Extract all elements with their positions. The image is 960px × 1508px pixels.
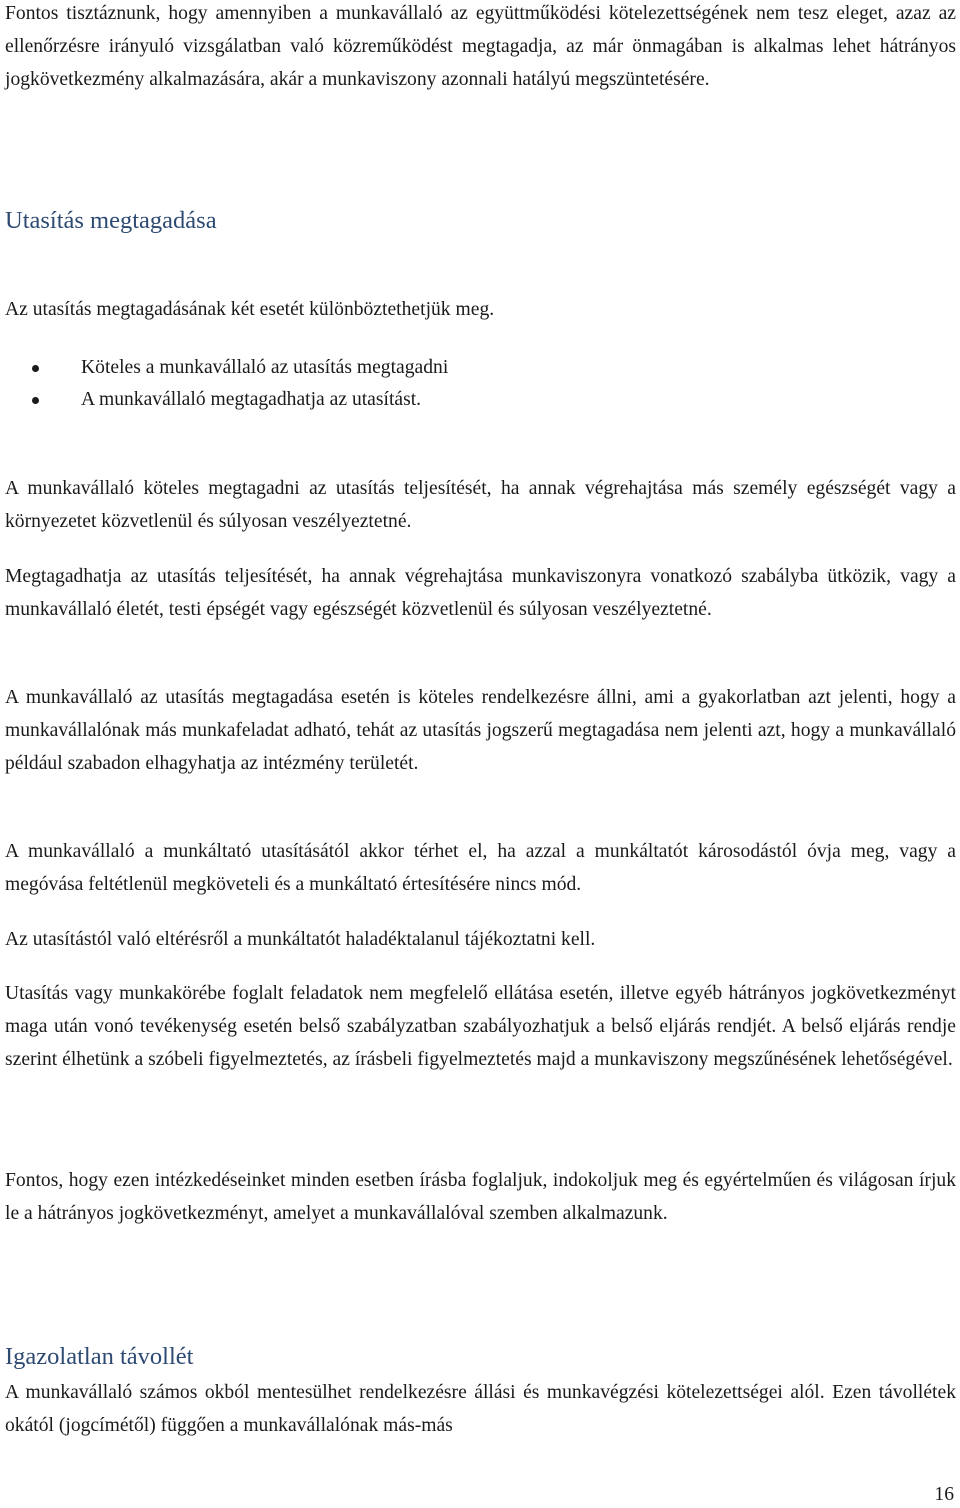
notification-paragraph: Az utasítástól való eltérésről a munkáltatót haladéktalanul tájékoztatni kell. bbox=[5, 929, 596, 950]
internal-procedure-paragraph: Utasítás vagy munkakörébe foglalt feladatok nem megfelelő ellátása esetén, illetve egyéb hátrányos jogkövetkezményt maga után vonó tevékenység esetén belső szabályzatban szabályozhatjuk a belső eljárás rendjét. A belső eljárás rendje szerint élhetünk a szóbeli figyelmeztetés, az írásbeli figyelmeztetés majd a munkaviszony megszűnésének lehetőségével. bbox=[5, 983, 956, 1071]
mandatory-refusal-paragraph: A munkavállaló köteles megtagadni az utasítás teljesítését, ha annak végrehajtása más személy egészségét vagy a környezetet közvetlenül és súlyosan veszélyeztetné. bbox=[5, 478, 956, 533]
list-item-text: Köteles a munkavállaló az utasítás megtagadni bbox=[81, 357, 449, 378]
list-item bbox=[5, 352, 448, 384]
bullet-icon bbox=[32, 397, 39, 404]
refusal-cases-list bbox=[5, 352, 448, 416]
availability-paragraph: A munkavállaló az utasítás megtagadása esetén is köteles rendelkezésre állni, ami a gyakorlatban azt jelenti, hogy a munkavállalónak más munkafeladat adható, tehát az utasítás jogszerű megtagadása nem jelenti azt, hogy a munkavállaló például szabadon elhagyhatja az intézmény területét. bbox=[5, 687, 956, 775]
list-item bbox=[5, 384, 448, 416]
bullet-icon bbox=[32, 365, 39, 372]
section-heading-instruction-refusal: Utasítás megtagadása bbox=[5, 207, 217, 234]
absence-paragraph: A munkavállaló számos okból mentesülhet rendelkezésre állási és munkavégzési kötelezettségei alól. Ezen távollétek okától (jogcímétől) függően a munkavállalónak más-más bbox=[5, 1382, 956, 1437]
deviation-paragraph: A munkavállaló a munkáltató utasításától akkor térhet el, ha azzal a munkáltatót károsodástól óvja meg, vagy a megóvása feltétlenül megköveteli és a munkáltató értesítésére nincs mód. bbox=[5, 841, 956, 896]
refusal-intro-paragraph: Az utasítás megtagadásának két esetét különböztethetjük meg. bbox=[5, 299, 495, 320]
page-number: 16 bbox=[934, 1484, 954, 1505]
optional-refusal-paragraph: Megtagadhatja az utasítás teljesítését, ha annak végrehajtása munkaviszonyra vonatkozó szabályba ütközik, vagy a munkavállaló életét, testi épségét vagy egészségét közvetlenül és súlyosan veszélyeztetné. bbox=[5, 566, 956, 621]
written-measures-paragraph: Fontos, hogy ezen intézkedéseinket minden esetben írásba foglaljuk, indokoljuk meg és egyértelműen és világosan írjuk le a hátrányos jogkövetkezményt, amelyet a munkavállalóval szemben alkalmazunk. bbox=[5, 1170, 956, 1225]
section-heading-unexcused-absence: Igazolatlan távollét bbox=[5, 1343, 194, 1370]
intro-paragraph: Fontos tisztáznunk, hogy amennyiben a munkavállaló az együttműködési kötelezettségének nem tesz eleget, azaz az ellenőrzésre irányuló vizsgálatban való közreműködést megtagadja, az már önmagában is alkalmas lehet hátrányos jogkövetkezmény alkalmazására, akár a munkaviszony azonnali hatályú megszüntetésére. bbox=[5, 3, 956, 91]
list-item-text: A munkavállaló megtagadhatja az utasítást. bbox=[81, 389, 422, 410]
